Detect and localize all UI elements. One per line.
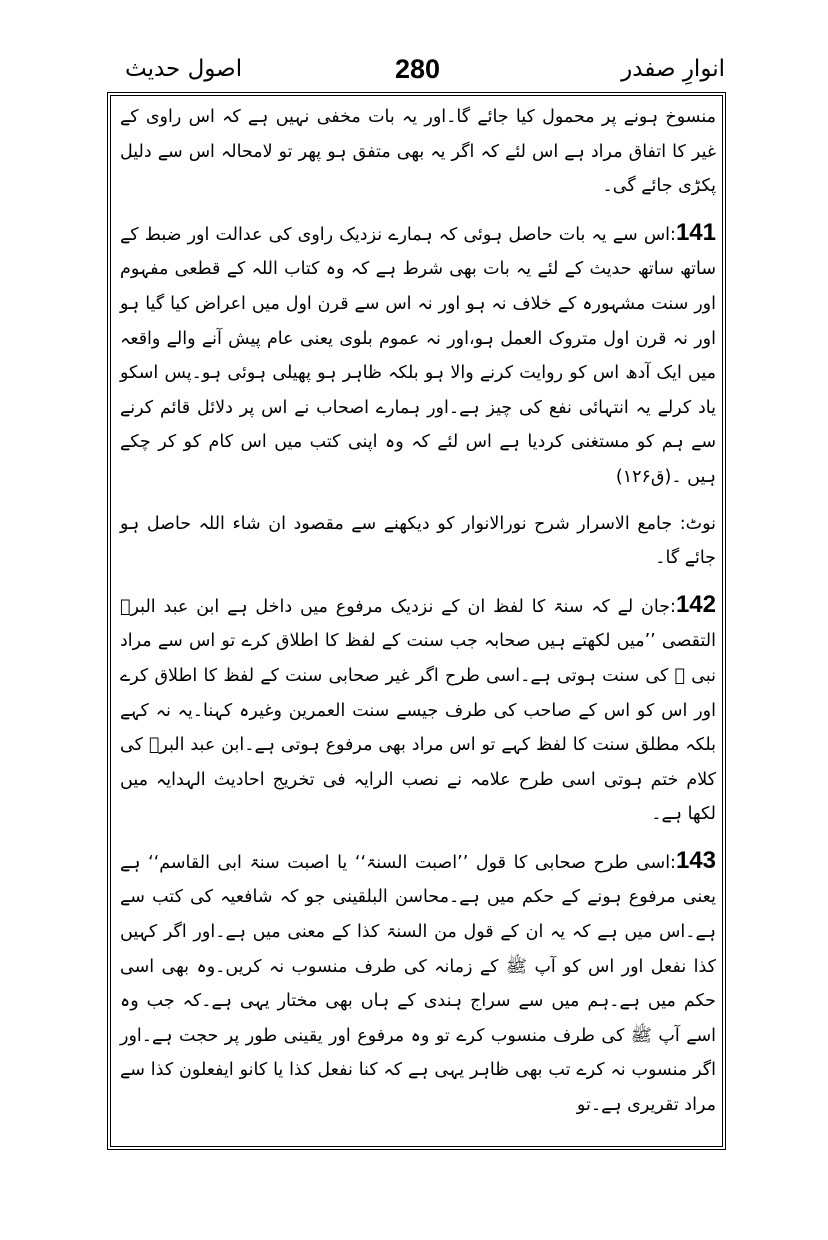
paragraph-number: 143 bbox=[675, 846, 716, 874]
paragraph-text: :اس سے یہ بات حاصل ہوئی کہ ہمارے نزدیک راوی کی عدالت اور ضبط کے ساتھ ساتھ حدیث کے لئے یہ بات بھی شرط ہے کہ وہ کتاب اللہ کے قطعی مفہوم اور سنت مشہورہ کے خلاف نہ ہو اور نہ اس سے قرن اول میں اعراض کیا گیا ہو اور نہ قرن اول متروک العمل ہو،اور نہ عموم بلوی یعنی عام پیش آنے والے واقعہ میں ایک آدھ اس کو روایت کرنے والا ہو بلکہ ظاہر ہو پھیلی ہوئی ہو۔پس اسکو یاد کرلے یہ انتہائی نفع کی چیز ہے۔اور ہمارے اصحاب نے اس پر دلائل قائم کرنے سے ہم کو مستغنی کردیا ہے اس لئے کہ وہ اپنی کتب میں اس کام کو کر چکے ہیں ۔(ق۱۲۶) bbox=[120, 224, 716, 487]
section-title: اصول حدیث bbox=[125, 56, 243, 82]
paragraph-continuation bbox=[120, 100, 716, 204]
paragraph-141 bbox=[120, 216, 716, 495]
book-title: انوارِ صفدر bbox=[621, 56, 725, 82]
paragraph-text: :اسی طرح صحابی کا قول ’’اصبت السنۃ‘‘ یا اصبت سنۃ ابی القاسم‘‘ ہے یعنی مرفوع ہونے کے حکم میں ہے۔محاسن البلقینی جو کہ شافعیہ کی کتب سے ہے۔اس میں ہے کہ یہ ان کے قول من السنۃ کذا کے معنی میں ہے۔اور اگر کہیں کذا نفعل اور اس کو آپ ﷺ کے زمانہ کی طرف منسوب نہ کریں۔وہ بھی اسی حکم میں ہے۔ہم میں سے سراج ہندی کے ہاں بھی مختار یہی ہے۔کہ جب وہ اسے آپ ﷺ کی طرف منسوب کرے تو وہ مرفوع اور یقینی طور پر حجت ہے۔اور اگر منسوب نہ کرے تب بھی ظاہر یہی ہے کہ کنا نفعل کذا یا کانو ایفعلون کذا سے مراد تقریری ہے۔تو bbox=[120, 852, 716, 1116]
paragraph-142 bbox=[120, 588, 716, 832]
paragraph-text: منسوخ ہونے پر محمول کیا جائے گا۔اور یہ بات مخفی نہیں ہے کہ اس راوی کے غیر کا اتفاق مراد ہے اس لئے کہ اگر یہ بھی متفق ہو پھر تو لامحالہ اس سے دلیل پکڑی جائے گی۔ bbox=[120, 107, 716, 197]
paragraph-number: 142 bbox=[675, 590, 716, 618]
paragraph-text: :جان لے کہ سنۃ کا لفظ ان کے نزدیک مرفوع میں داخل ہے ابن عبد البرؒ التقصی ’’میں لکھتے ہیں صحابہ جب سنت کے لفظ کا اطلاق کرے تو اس سے مراد نبی ﷺ کی سنت ہوتی ہے۔اسی طرح اگر غیر صحابی سنت کے لفظ کا اطلاق کرے اور اس کو اس کے صاحب کی طرف جیسے سنت العمرین وغیرہ کہنا۔یہ نہ کہے بلکہ مطلق سنت کا لفظ کہے تو اس مراد بھی مرفوع ہوتی ہے۔ابن عبد البرؒ کی کلام ختم ہوتی اسی طرح علامہ نے نصب الرایہ فی تخریج احادیث الہدایہ میں لکھا ہے۔ bbox=[120, 596, 716, 825]
paragraph-143 bbox=[120, 844, 716, 1123]
page-number: 280 bbox=[394, 54, 441, 84]
page-body bbox=[120, 100, 716, 1133]
paragraph-text: نوٹ: جامع الاسرار شرح نورالانوار کو دیکھنے سے مقصود ان شاء اللہ حاصل ہو جائے گا۔ bbox=[120, 513, 716, 569]
paragraph-number: 141 bbox=[675, 218, 716, 246]
page-header bbox=[110, 52, 725, 94]
paragraph-note bbox=[120, 507, 716, 576]
